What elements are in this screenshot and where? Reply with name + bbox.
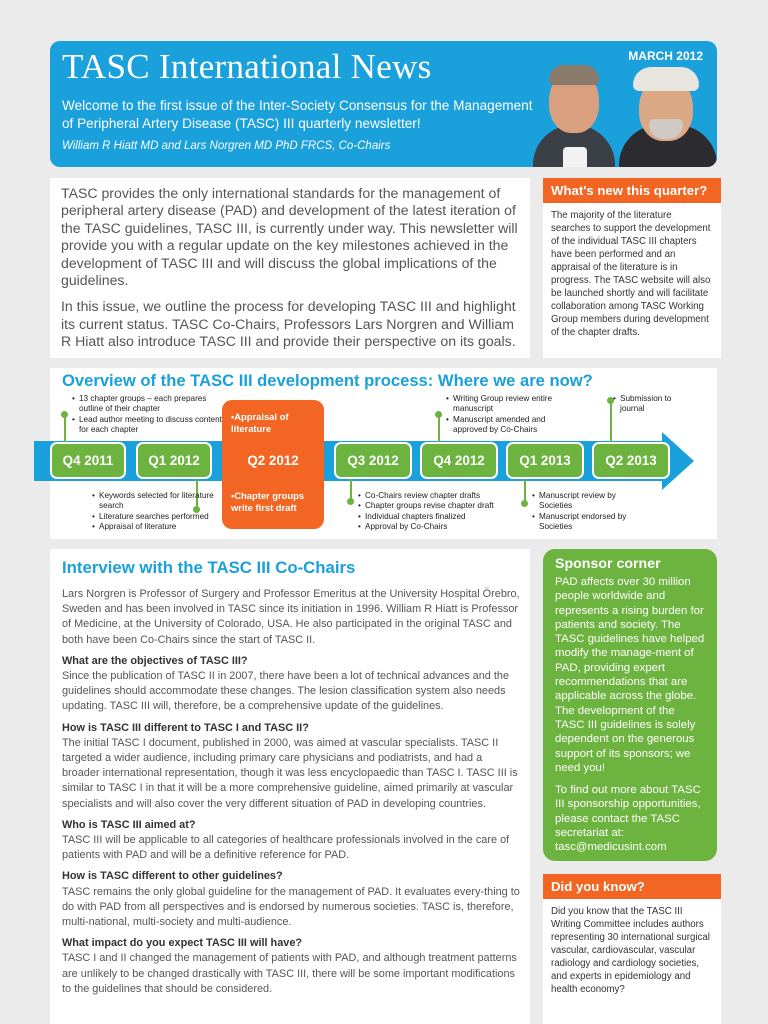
quarter-q2-2013: Q2 2013	[592, 442, 670, 479]
timeline-note-item: • Manuscript amended and approved by Co-Chairs	[446, 415, 566, 436]
interview-question: How is TASC different to other guidelines?	[62, 870, 283, 883]
header-banner	[50, 41, 717, 167]
connector	[438, 414, 440, 442]
interview-answer: The initial TASC I document, published in 2000, was aimed at vascular specialists. TASC II targeted a wider audience, including primary care physicians and podiatrists, and had a broader international representation, though it was less encyclopaedic than TASC I. TASC III is similar to TASC I in that it will be a more comprehensive guideline, aimed primarily at vascular specialists and will also cover the very different situation of PAD in developing countries.	[62, 736, 518, 810]
connector	[610, 400, 612, 442]
timeline-note-item: • Appraisal of literature	[92, 522, 222, 532]
timeline-note-item: • Writing Group review entire manuscript	[446, 394, 566, 415]
welcome-text: Welcome to the first issue of the Inter-Society Consensus for the Management of Peripheral Artery Disease (TASC) III quarterly newsletter!	[62, 98, 533, 131]
co-chairs-byline: William R Hiatt MD and Lars Norgren MD PhD FRCS, Co-Chairs	[62, 140, 391, 152]
interview-question: Who is TASC III aimed at?	[62, 818, 196, 831]
sponsor-corner	[543, 549, 717, 861]
whats-new-box	[543, 178, 721, 358]
timeline-note-item: • Co-Chairs review chapter drafts	[358, 491, 518, 501]
quarter-q4-2011: Q4 2011	[50, 442, 126, 479]
timeline-note-q1-2012	[92, 491, 222, 532]
timeline-note-item: • Literature searches performed	[92, 512, 222, 522]
quarter-q1-2013: Q1 2013	[506, 442, 584, 479]
interview-answer: TASC remains the only global guideline for the management of PAD. It evaluates every-thing to do with PAD from all perspectives and is endorsed by numerous societies. TASC is, therefore, multi-national, multi-society and multi-audience.	[62, 885, 520, 929]
current-quarter-bottom-note: •Chapter groups write first draft	[231, 490, 305, 513]
interview-question: What impact do you expect TASC III will have?	[62, 937, 303, 950]
quarter-q1-2012: Q1 2012	[136, 442, 212, 479]
quarter-q3-2012: Q3 2012	[334, 442, 412, 479]
timeline-note-q2-2013	[613, 394, 693, 415]
interview-lead: Lars Norgren is Professor of Surgery and Professor Emeritus at the University Hospital Örebro, Sweden and has been involved in TASC since its initiation in 1996. William R Hiatt is Professor of Medicine, at the University of Colorado, USA. He also participated in the original TASC and both have been Co-Chairs since the start of TASC II.	[62, 588, 520, 646]
did-you-know-text: Did you know that the TASC III Writing Committee includes authors representing 30 international surgical vascular, cardiovascular, vascular radiology and cardiology societies, and experts in epidemiology and health economy?	[551, 906, 710, 995]
timeline-note-item: • Manuscript endorsed by Societies	[532, 512, 632, 533]
timeline-note-item: • Approval by Co-Chairs	[358, 522, 518, 532]
connector-dot	[435, 411, 442, 418]
timeline-note-q4-2011	[72, 394, 222, 435]
current-quarter-top-note: •Appraisal of literature	[231, 411, 289, 434]
timeline-note-item: • Submission to journal	[613, 394, 693, 415]
connector-dot	[521, 500, 528, 507]
co-chairs-photo	[527, 63, 717, 167]
interview-question: How is TASC III different to TASC I and TASC II?	[62, 721, 309, 734]
timeline-note-q1-2013	[532, 491, 632, 532]
did-you-know-box	[543, 874, 721, 1024]
quarter-q4-2012: Q4 2012	[420, 442, 498, 479]
sponsor-paragraph: PAD affects over 30 million people worldwide and represents a rising burden for patients and society. The TASC guidelines have helped modify the manage-ment of PAD, providing expert recommendations that are applicable across the globe. The development of the TASC III guidelines is solely dependent on the generous support of its sponsors; we need you!	[555, 576, 705, 774]
interview-answer: Since the publication of TASC II in 2007, there have been a lot of technical advances and the guidelines should accommodate these changes. The lesion classification system also needs updating. TASC III will, therefore, be a comprehensive update of the guidelines.	[62, 670, 510, 713]
timeline-note-item: • Manuscript review by Societies	[532, 491, 632, 512]
connector-dot	[347, 498, 354, 505]
timeline-note-item: • Keywords selected for literature search	[92, 491, 222, 512]
interview-answer: TASC I and II changed the management of patients with PAD, and although treatment patterns are unlikely to be changed drastically with TASC III, there will be some important modifications to the guidelines that should be considered.	[62, 952, 517, 995]
timeline-note-q4-2012	[446, 394, 566, 435]
connector-dot	[61, 411, 68, 418]
sponsor-contact[interactable]: To find out more about TASC III sponsorship opportunities, please contact the TASC secretariat at: tasc@medicusint.com	[555, 784, 701, 854]
timeline-title: Overview of the TASC III development process: Where we are now?	[62, 371, 593, 390]
interview-question: What are the objectives of TASC III?	[62, 654, 248, 667]
interview-text	[62, 587, 522, 1003]
intro-paragraph: In this issue, we outline the process for developing TASC III and highlight its current status. TASC Co-Chairs, Professors Lars Norgren and William R Hiatt also introduce TASC III and provide their perspective on its goals.	[61, 298, 516, 350]
quarter-q2-2012: Q2 2012	[247, 453, 299, 468]
interview-answer: TASC III will be applicable to all categories of healthcare professionals involved in the care of patients with PAD and will be a definitive reference for PAD.	[62, 834, 510, 862]
newsletter-title: TASC International News	[62, 47, 432, 86]
issue-date: MARCH 2012	[628, 49, 703, 63]
did-you-know-heading: Did you know?	[543, 874, 721, 899]
intro-text	[61, 185, 521, 360]
interview-title: Interview with the TASC III Co-Chairs	[62, 558, 356, 577]
timeline-note-item: • 13 chapter groups – each prepares outline of their chapter	[72, 394, 222, 415]
timeline-note-item: • Lead author meeting to discuss content for each chapter	[72, 415, 222, 436]
timeline-note-q3-2012	[358, 491, 518, 532]
intro-paragraph: TASC provides the only international standards for the management of peripheral artery disease (PAD) and development of the latest iteration of the TASC guidelines, TASC III, is currently under way. This newsletter will provide you with a regular update on the key milestones achieved in the development of TASC III and will discuss the global implications of the guidelines.	[61, 185, 518, 289]
timeline-note-item: • Chapter groups revise chapter draft	[358, 501, 518, 511]
whats-new-heading: What's new this quarter?	[543, 178, 721, 203]
timeline-note-item: • Individual chapters finalized	[358, 512, 518, 522]
connector	[64, 414, 66, 442]
sponsor-heading: Sponsor corner	[555, 556, 661, 572]
whats-new-text: The majority of the literature searches to support the development of the individual TASC III chapters have been performed and an appraisal of the literature is in progress. The TASC website will also be launched shortly and will facilitate collaboration among TASC Working Group members during development of the chapter drafts.	[551, 210, 711, 338]
